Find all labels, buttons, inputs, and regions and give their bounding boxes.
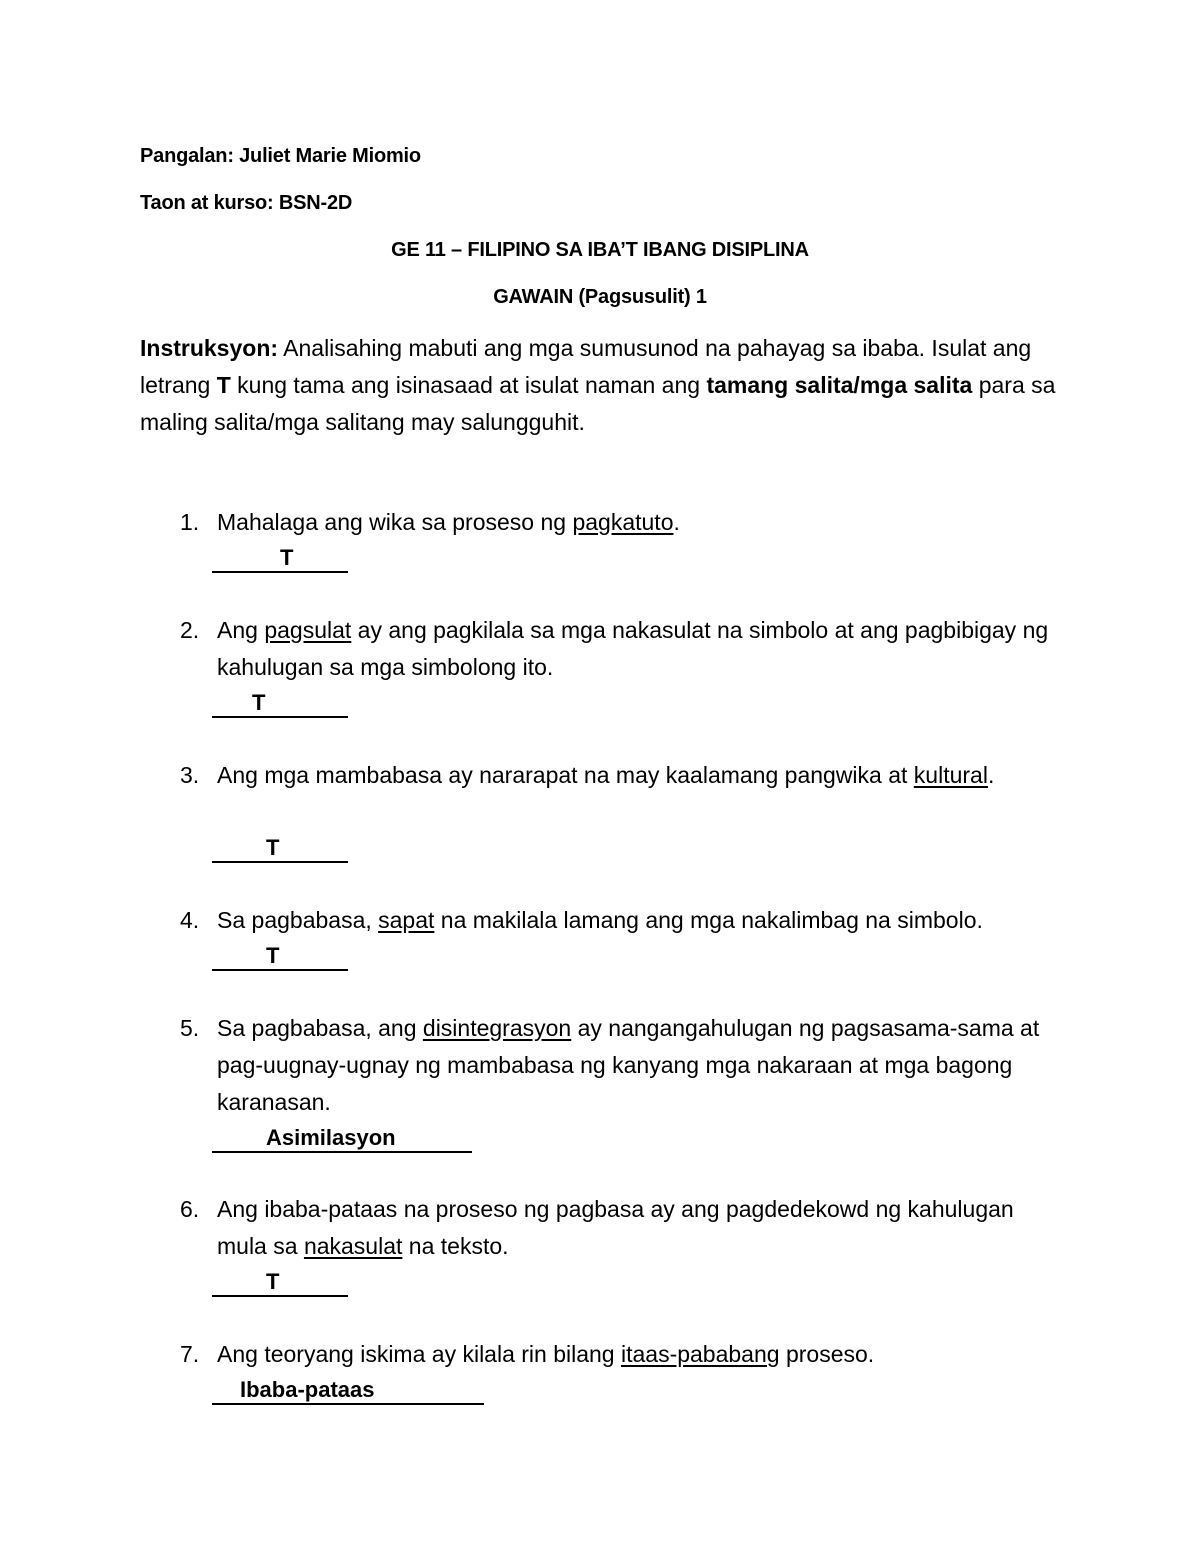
item-number: 5. [180,1015,200,1041]
answer-3 [212,833,348,863]
underlined-word: itaas-pababang [620,1341,780,1367]
item-number: 2. [180,617,200,643]
answer-4 [212,941,348,971]
statement-text: na teksto. [402,1233,509,1259]
underlined-word: nakasulat [303,1233,403,1259]
answer-text: Ibaba-pataas [240,1377,375,1402]
underlined-word: kultural [913,762,988,788]
answer-7 [212,1375,484,1405]
instructions-bold-phrase: tamang salita/mga salita [706,372,973,398]
course-title: GE 11 – FILIPINO SA IBA’T IBANG DISIPLINA [391,239,809,261]
statement-text: Sa pagbabasa, [217,907,379,933]
item-statement [217,1010,1057,1121]
year-course-line: Taon at kurso: BSN-2D [140,192,353,214]
answer-6 [212,1267,348,1297]
answer-text: T [266,943,280,968]
item-number: 4. [180,907,200,933]
item-statement [217,612,1057,686]
item-number: 1. [180,509,200,535]
underlined-word: disintegrasyon [422,1015,572,1041]
item-number: 7. [180,1341,200,1367]
item-statement [217,757,1057,794]
underlined-word: pagkatuto [572,509,674,535]
underlined-word: sapat [378,907,435,933]
answer-text: Asimilasyon [266,1125,396,1150]
answer-text: T [266,1269,280,1294]
item-statement [217,504,1057,541]
instructions-part2: kung tama ang isinasaad at isulat naman ang [230,372,707,398]
item-statement [217,1336,1057,1373]
student-name-line: Pangalan: Juliet Marie Miomio [140,145,421,167]
underlined-word: pagsulat [264,617,352,643]
instructions-part3: para sa maling salita/mga salitang may salungguhit. [140,372,1056,435]
statement-text: proseso. [779,1341,875,1367]
instructions-bold-t: T [216,372,231,398]
answer-1 [212,543,348,573]
answer-2 [212,688,348,718]
statement-text: Ang ibaba-pataas na proseso ng pagbasa ay ang pagdedekowd ng kahulugan mula sa [217,1196,1014,1259]
answer-5 [212,1123,472,1153]
statement-text: Ang teoryang iskima ay kilala rin bilang [217,1341,621,1367]
instructions-label: Instruksyon: [140,335,279,361]
answer-text: T [280,545,294,570]
instructions-part1: Analisahing mabuti ang mga sumusunod na pahayag sa ibaba. Isulat ang letrang [140,335,1032,398]
statement-text: . [673,509,680,535]
activity-title: GAWAIN (Pagsusulit) 1 [493,286,707,308]
item-statement [217,902,1057,939]
statement-text: . [987,762,995,788]
statement-text: Ang mga mambabasa ay nararapat na may kaalamang pangwika at [217,762,914,788]
statement-text: ay ang pagkilala sa mga nakasulat na simbolo at ang pagbibigay ng kahulugan sa mga simbolong ito. [217,617,1049,680]
item-number: 3. [180,762,200,788]
statement-text: ay nangangahulugan ng pagsasama-sama at pag-uugnay-ugnay ng mambabasa ng kanyang mga nakaraan at mga bagong karanasan. [217,1015,1040,1115]
statement-text: Mahalaga ang wika sa proseso ng [217,509,573,535]
item-number: 6. [180,1196,200,1222]
answer-text: T [266,835,280,860]
item-statement [217,1191,1057,1265]
statement-text: na makilala lamang ang mga nakalimbag na simbolo. [434,907,983,933]
statement-text: Ang [217,617,265,643]
answer-text: T [252,690,266,715]
statement-text: Sa pagbabasa, ang [217,1015,423,1041]
instructions [140,330,1060,441]
